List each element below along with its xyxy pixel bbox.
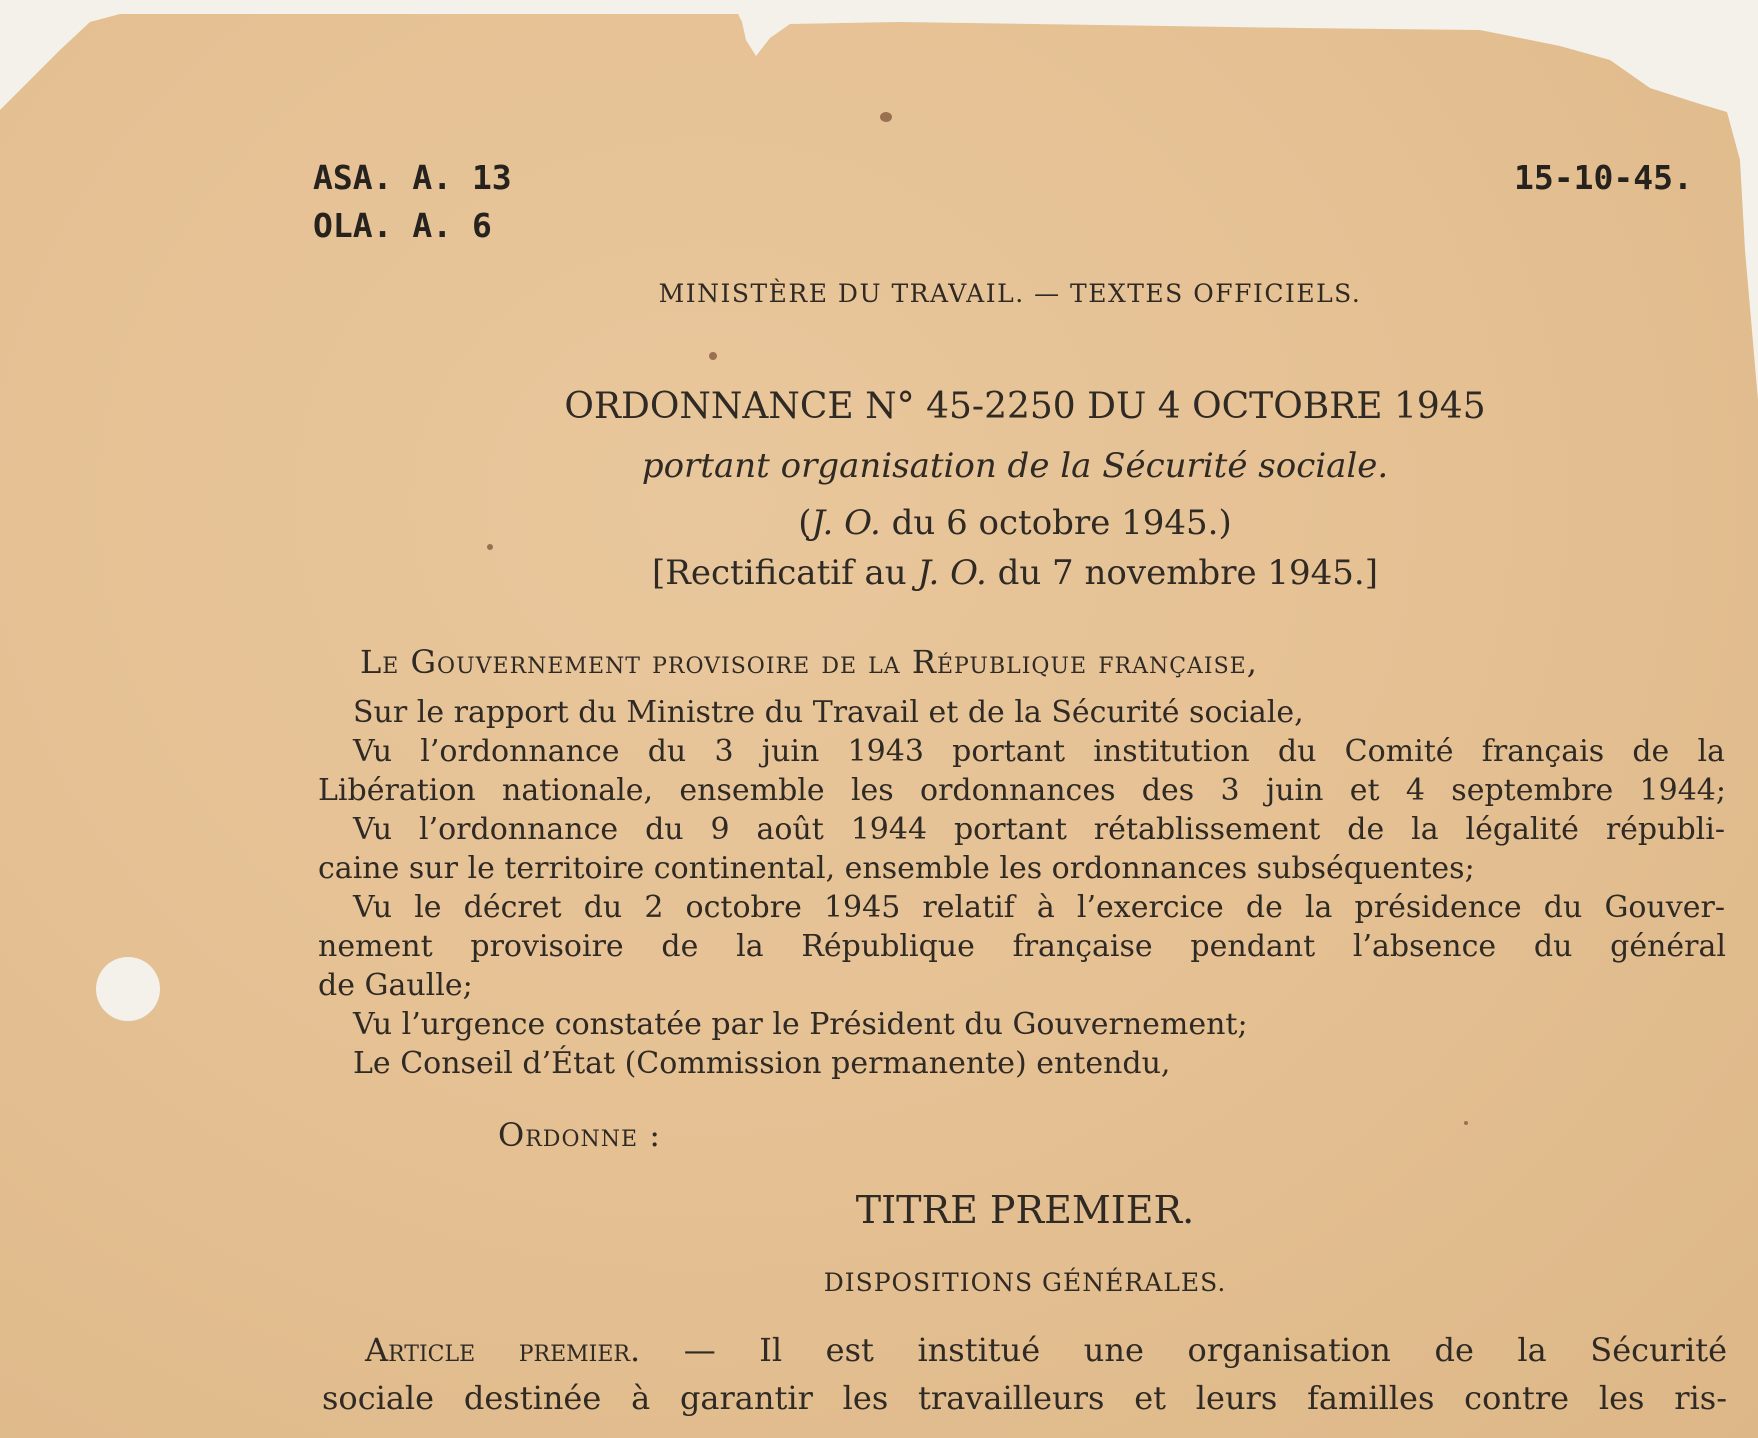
- ordonnance-subtitle: portant organisation de la Sécurité sociale.: [641, 446, 1389, 486]
- document-code-asa: ASA. A. 13: [313, 158, 512, 197]
- preamble-line: caine sur le territoire continental, ensemble les ordonnances subséquentes;: [318, 851, 1475, 886]
- titre-heading: TITRE PREMIER.: [855, 1188, 1195, 1232]
- paper-speck: [880, 112, 892, 122]
- preamble-line: de Gaulle;: [318, 968, 473, 1003]
- rectificatif-ref: [540, 552, 1490, 594]
- rectificatif-pre: [Rectificatif au: [652, 553, 918, 593]
- punch-hole: [96, 957, 160, 1021]
- preamble-line: Sur le rapport du Ministre du Travail et de la Sécurité sociale,: [353, 695, 1304, 730]
- preamble-line: Vu l’urgence constatée par le Président du Gouvernement;: [353, 1007, 1248, 1042]
- ordonnance-title: ORDONNANCE N° 45-2250 DU 4 OCTOBRE 1945: [564, 386, 1486, 427]
- rectificatif-post: du 7 novembre 1945.]: [986, 553, 1378, 593]
- article-label: Article premier.: [365, 1331, 641, 1369]
- preamble-line: Libération nationale, ensemble les ordonnances des 3 juin et 4 septembre 1944;: [318, 773, 1726, 808]
- preamble-line: Le Conseil d’État (Commission permanente) entendu,: [353, 1046, 1171, 1081]
- paper-speck: [487, 544, 493, 550]
- preamble-line: Vu le décret du 2 octobre 1945 relatif à l’exercice de la présidence du Gouver-: [353, 890, 1725, 925]
- article-line: [365, 1330, 1727, 1370]
- government-heading: Le Gouvernement provisoire de la République française,: [360, 643, 1258, 681]
- paper-speck: [1464, 1121, 1468, 1125]
- article-line: sociale destinée à garantir les travailleurs et leurs familles contre les ris-: [322, 1379, 1727, 1417]
- ministry-line: MINISTÈRE DU TRAVAIL. — TEXTES OFFICIELS.: [658, 279, 1362, 308]
- jo-abbr: J. O.: [811, 503, 881, 543]
- ordonne-label: Ordonne :: [498, 1116, 661, 1154]
- dispositions-heading: DISPOSITIONS GÉNÉRALES.: [823, 1268, 1227, 1297]
- rectificatif-abbr: J. O.: [917, 553, 987, 593]
- preamble-line: Vu l’ordonnance du 3 juin 1943 portant institution du Comité français de la: [353, 734, 1725, 769]
- jo-date: du 6 octobre 1945.): [880, 503, 1232, 543]
- document-date: 15-10-45.: [1514, 158, 1693, 197]
- preamble-line: Vu l’ordonnance du 9 août 1944 portant rétablissement de la légalité républi-: [353, 812, 1725, 847]
- preamble-line: nement provisoire de la République française pendant l’absence du général: [318, 929, 1726, 964]
- document-code-ola: OLA. A. 6: [313, 206, 492, 245]
- paper-speck: [709, 352, 717, 360]
- article-text: — Il est institué une organisation de la Sécurité: [640, 1331, 1728, 1369]
- jo-open: (: [798, 503, 812, 543]
- journal-officiel-ref: [560, 502, 1470, 544]
